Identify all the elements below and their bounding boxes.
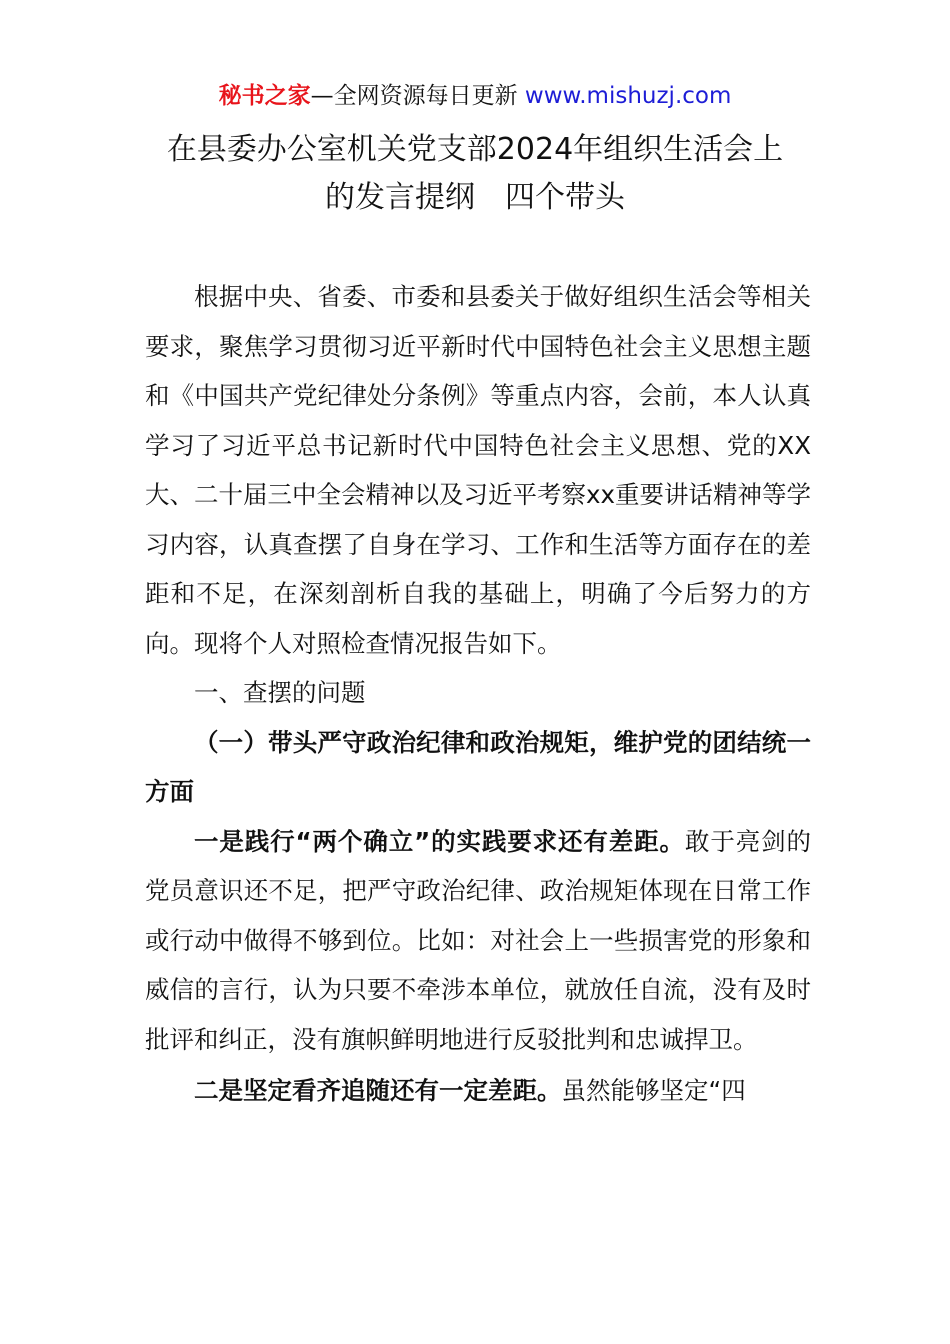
section-heading: 一、查摆的问题 [194, 678, 366, 707]
point-1-text: 敢于亮剑的党员意识还不足，把严守政治纪律、政治规矩体现在日常工作或行动中做得不够到位。比如：对社会上一些损害党的形象和威信的言行，认为只要不牵涉本单位，就放任自流，没有及时批评和纠正，没有旗帜鲜明地进行反驳批判和忠诚捍卫。 [145, 826, 812, 1054]
intro-paragraph: 根据中央、省委、市委和县委关于做好组织生活会等相关要求，聚焦学习贯彻习近平新时代中国特色社会主义思想主题和《中国共产党纪律处分条例》等重点内容，会前，本人认真学习了习近平总书记新时代中国特色社会主义思想、党的XX大、二十届三中全会精神以及习近平考察xx重要讲话精神等学习内容，认真查摆了自身在学习、工作和生活等方面存在的差距和不足，在深刻剖析自我的基础上，明确了今后努力的方向。现将个人对照检查情况报告如下。 [145, 282, 811, 658]
site-header [0, 80, 950, 112]
document-body [145, 272, 811, 1116]
point-2-text: 虽然能够坚定“四 [561, 1076, 746, 1105]
document-title [0, 126, 950, 222]
point-1-lead: 一是践行“两个确立”的实践要求还有差距。 [194, 826, 685, 856]
point-1-paragraph [145, 817, 811, 1065]
brand-name: 秘书之家 [218, 83, 311, 109]
subsection-heading: （一）带头严守政治纪律和政治规矩，维护党的团结统一方面 [145, 727, 811, 806]
header-tagline: —全网资源每日更新 [310, 83, 525, 109]
title-line-2: 的发言提纲 四个带头 [325, 180, 625, 215]
point-2-paragraph [145, 1066, 811, 1116]
point-2-lead: 二是坚定看齐追随还有一定差距。 [194, 1076, 562, 1105]
title-line-1: 在县委办公室机关党支部2024年组织生活会上 [166, 132, 784, 167]
site-url-link[interactable]: www.mishuzj.com [524, 83, 732, 109]
